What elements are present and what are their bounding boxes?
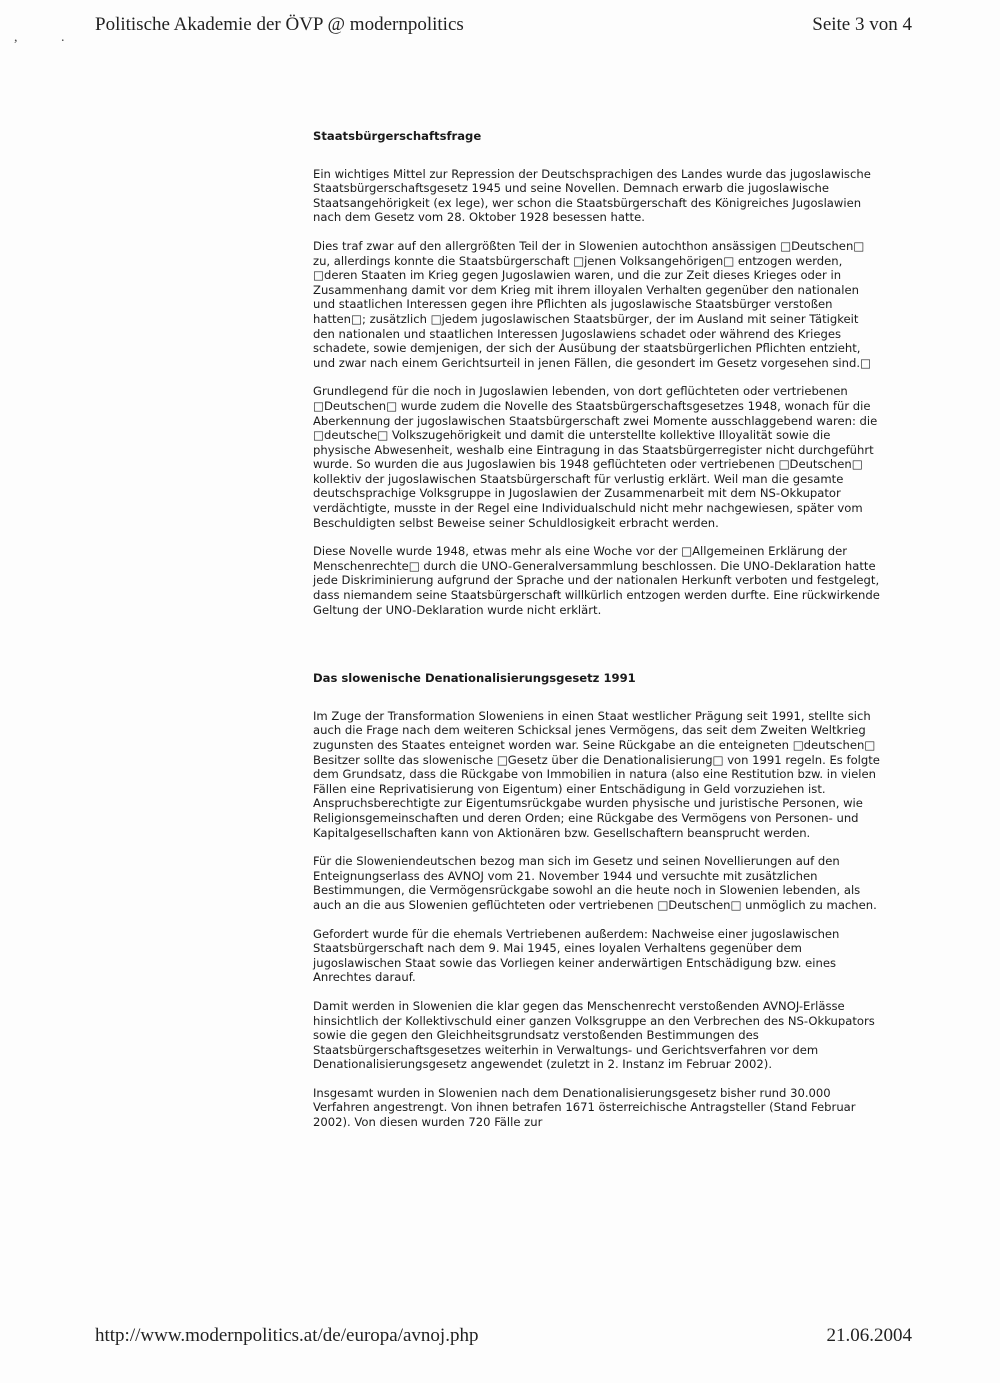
margin-marks (14, 30, 105, 46)
section-title-denationalisierungsgesetz: Das slowenische Denationalisierungsgesetz 1991 (313, 671, 636, 686)
paragraph: Für die Sloweniendeutschen bezog man sich im Gesetz und seinen Novellierungen auf den Enteignungserlass des AVNOJ vom 21. November 1944 und versuchte mit zusätzlichen Bestimmungen, die Vermögensrückgabe sowohl an die heute noch in Slowenien lebenden, als auch an die aus Slowenien geflüchteten oder vertriebenen □Deutschen□ unmöglich zu machen. (313, 854, 877, 912)
paragraph-truncated: Insgesamt wurden in Slowenien nach dem Denationalisierungsgesetz bisher rund 30.000 Verfahren angestrengt. Von ihnen betrafen 1671 österreichische Antragsteller (Stand Februar 2002). Von diesen wurden 720 Fälle zur (313, 1085, 856, 1130)
margin-mark: , (14, 30, 18, 45)
section-title-staatsbuergerschaftsfrage: Staatsbürgerschaftsfrage (313, 129, 482, 143)
paragraph: Diese Novelle wurde 1948, etwas mehr als eine Woche vor der □Allgemeinen Erklärung der Menschenrechte□ durch die UNO-Generalversammlung beschlossen. Die UNO-Deklaration hatte jede Diskriminierung aufgrund der Sprache und der nationalen Herkunft verboten und festgelegt, dass niemandem seine Staatsbürgerschaft willkürlich entzogen werden durfte. Eine rückwirkende Geltung der UNO-Deklaration wurde nicht erklärt. (313, 544, 880, 617)
paragraph: Ein wichtiges Mittel zur Repression der Deutschsprachigen des Landes wurde das jugoslawische Staatsbürgerschaftsgesetz 1945 und seine Novellen. Demnach erwarb die jugoslawische Staatsangehörigkeit (ex lege), wer schon die Staatsbürgerschaft des Königreiches Jugoslawien nach dem Gesetz vom 28. Oktober 1928 besessen hatte. (313, 166, 871, 225)
paragraph: Grundlegend für die noch in Jugoslawien lebenden, von dort geflüchteten oder vertriebenen □Deutschen□ wurde zudem die Novelle des Staatsbürgerschaftsgesetzes 1948, wonach für die Aberkennung der jugoslawischen Staatsbürgerschaft zwei Momente ausschlaggebend waren: die □deutsche□ Volkszugehörigkeit und damit die unterstellte kollektive Illoyalität sowie die physische Abwesenheit, weshalb eine Eintragung in das Staatsbürgerregister nicht durchgeführt wurde. So wurden die aus Jugoslawien bis 1948 geflüchteten oder vertriebenen □Deutschen□ kollektiv der jugoslawischen Staatsbürgerschaft für verlustig erklärt. Weil man die gesamte deutschsprachige Volksgruppe in Jugoslawien der Zusammenarbeit mit dem NS-Okkupator verdächtigte, musste in der Regel eine Individualschuld nicht mehr nachgewiesen, später vom Beschuldigten selbst Beweise seiner Schuldlosigkeit erbracht werden. (313, 384, 878, 530)
paragraph: Im Zuge der Transformation Sloweniens in einen Staat westlicher Prägung seit 1991, stellte sich auch die Frage nach dem weiteren Schicksal jenes Vermögens, das seit dem Zweiten Weltkrieg zugunsten des Staates enteignet worden war. Seine Rückgabe an die enteigneten □deutschen□ Besitzer sollte das slowenische □Gesetz über die Denationalisierung□ von 1991 regeln. Es folgte dem Grundsatz, dass die Rückgabe von Immobilien in natura (also eine Restitution bzw. in vielen Fällen eine Reprivatisierung von Eigentum) einer Entschädigung in Geld vorzuziehen ist. Anspruchsberechtigte zur Eigentumsrückgabe wurden physische und juristische Personen, wie Religionsgemeinschaften und deren Orden; eine Rückgabe des Vermögens von Personen- und Kapitalgesellschaften kann von Aktionären bzw. Gesellschaftern beansprucht werden. (313, 708, 880, 840)
page-number: Seite 3 von 4 (812, 14, 912, 35)
paragraph: Dies traf zwar auf den allergrößten Teil der in Slowenien autochthon ansässigen □Deutschen□ zu, allerdings konnte die Staatsbürgerschaft □jenen Volksangehörigen□ entzogen werden, □deren Staaten im Krieg gegen Jugoslawien waren, und die zur Zeit dieses Krieges oder in Zusammenhang damit vor dem Krieg mit ihrem illoyalen Verhalten gegenüber den nationalen und staatlichen Interessen gegen ihre Pflichten als jugoslawische Staatsbürger verstoßen hatten□; zusätzlich □jedem jugoslawischen Staatsbürger, der im Ausland mit seiner Tätigkeit den nationalen und staatlichen Interessen Jugoslawiens schadet oder während des Krieges schadete, sowie demjenigen, der sich der Ausübung der staatsbürgerlichen Pflichten entzieht, und zwar nach einem Gerichtsurteil in jenen Fällen, die gesondert im Gesetz vorgesehen sind.□ (313, 238, 871, 370)
article-body (313, 129, 881, 1130)
paragraph: Gefordert wurde für die ehemals Vertriebenen außerdem: Nachweise einer jugoslawischen Staatsbürgerschaft nach dem 9. Mai 1945, eines loyalen Verhaltens gegenüber dem jugoslawischen Staat sowie das Vorliegen keiner anderwärtigen Entschädigung bzw. eines Anrechtes darauf. (313, 926, 840, 985)
header-bullet: . (61, 30, 65, 45)
print-date: 21.06.2004 (826, 1325, 912, 1346)
paragraph: Damit werden in Slowenien die klar gegen das Menschenrecht verstoßenden AVNOJ-Erlässe hinsichtlich der Kollektivschuld einer ganzen Volksgruppe an den Verbrechen des NS-Okkupators sowie die gegen den Gleichheitsgrundsatz verstoßenden Bestimmungen des Staatsbürgerschaftsgesetzes weiterhin in Verwaltungs- und Gerichtsverfahren vor dem Denationalisierungsgesetz angewendet (zuletzt in 2. Instanz im Februar 2002). (313, 998, 875, 1072)
page-url: http://www.modernpolitics.at/de/europa/avnoj.php (95, 1325, 479, 1346)
site-title: Politische Akademie der ÖVP @ modernpolitics (95, 14, 464, 35)
